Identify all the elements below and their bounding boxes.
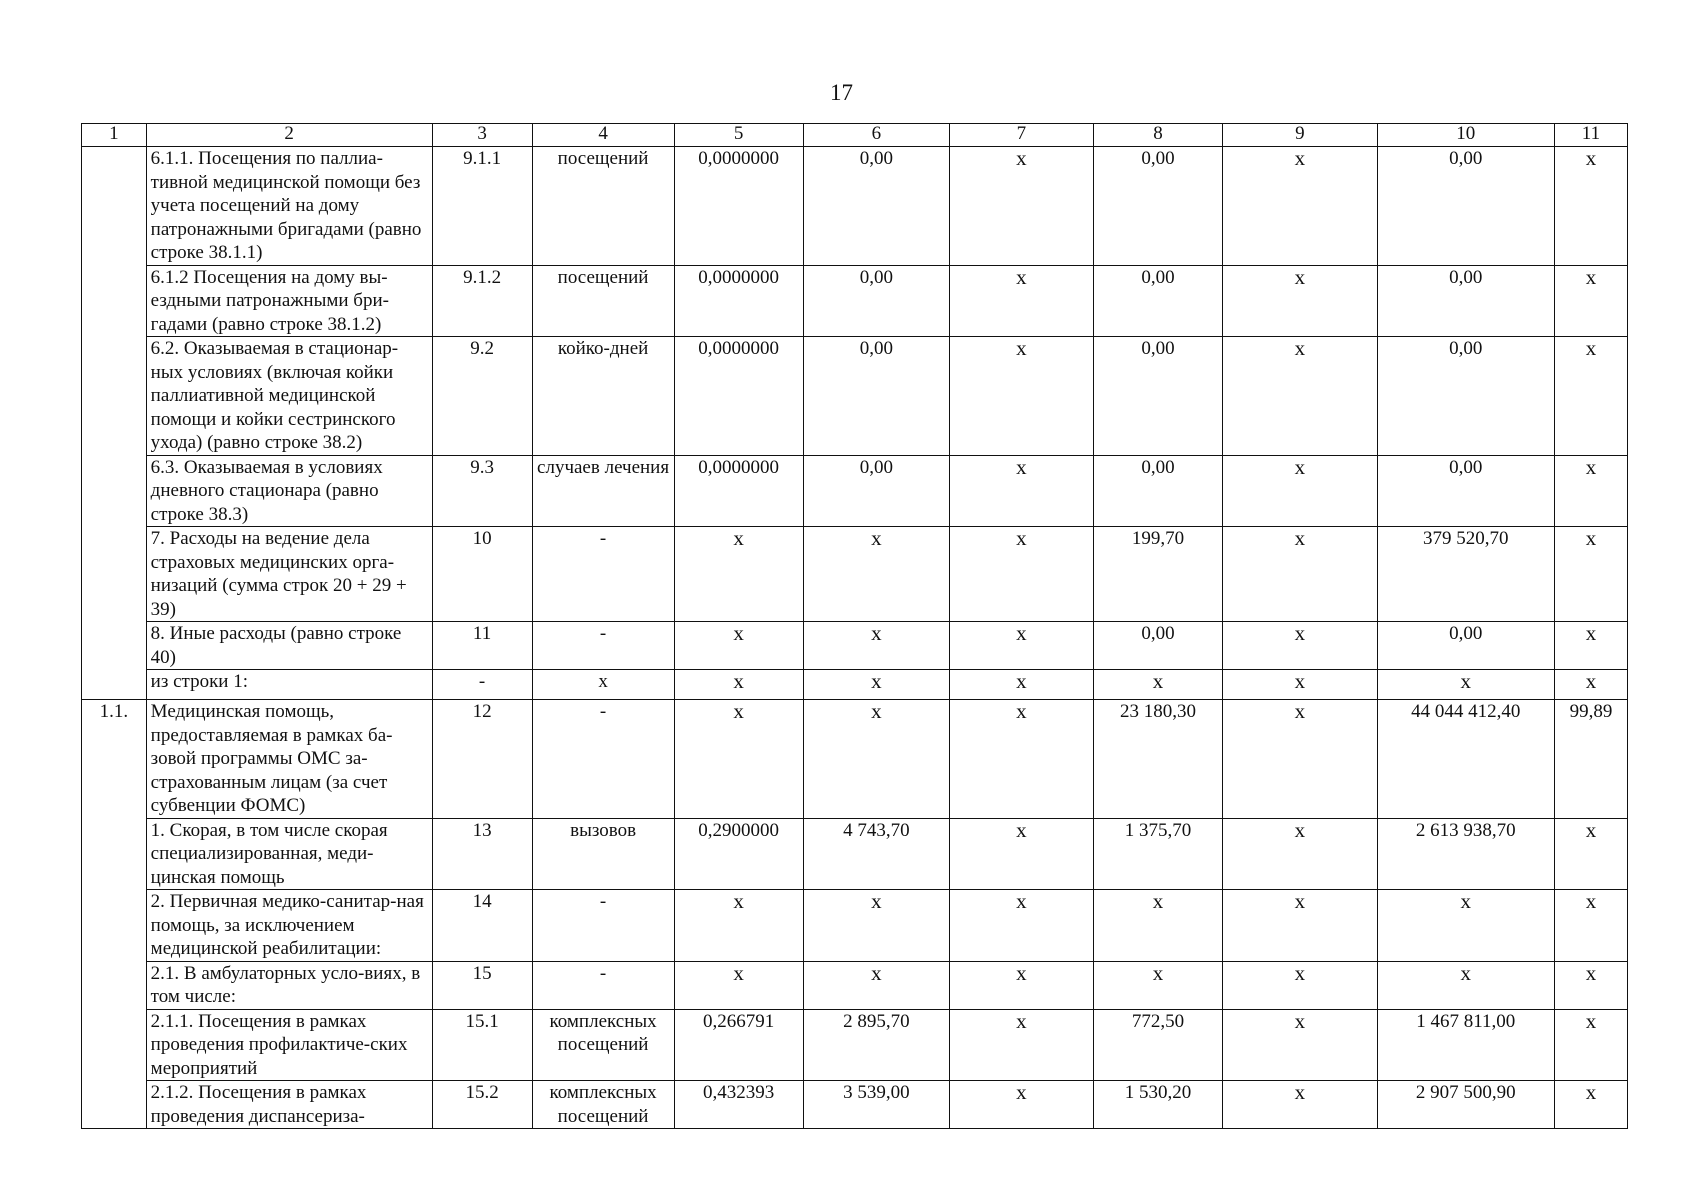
row-name-cell: 6.3. Оказываемая в условиях дневного стационара (равно строке 38.3): [146, 455, 432, 527]
value-cell-c6: 0,00: [803, 337, 949, 456]
row-code-cell: -: [432, 670, 532, 700]
unit-cell: случаев лечения: [532, 455, 674, 527]
value-cell-c9: x: [1223, 890, 1377, 962]
value-cell-c10: x: [1377, 961, 1554, 1009]
value-cell-c6: 3 539,00: [803, 1081, 949, 1129]
value-cell-c11: 99,89: [1554, 700, 1627, 819]
value-cell-c5: x: [674, 622, 803, 670]
value-cell-c8: 1 375,70: [1093, 818, 1222, 890]
table-row: [82, 622, 1628, 670]
unit-cell: комплексных посещений: [532, 1009, 674, 1081]
column-header: 3: [432, 124, 532, 147]
column-header: 7: [949, 124, 1093, 147]
row-name-cell: 8. Иные расходы (равно строке 40): [146, 622, 432, 670]
value-cell-c8: 0,00: [1093, 147, 1222, 266]
row-code-cell: 9.1.2: [432, 265, 532, 337]
table-row: [82, 818, 1628, 890]
value-cell-c11: x: [1554, 890, 1627, 962]
value-cell-c11: x: [1554, 455, 1627, 527]
value-cell-c11: x: [1554, 1009, 1627, 1081]
row-code-cell: 11: [432, 622, 532, 670]
value-cell-c6: x: [803, 670, 949, 700]
column-header: 8: [1093, 124, 1222, 147]
value-cell-c11: x: [1554, 622, 1627, 670]
value-cell-c8: x: [1093, 890, 1222, 962]
value-cell-c8: 1 530,20: [1093, 1081, 1222, 1129]
value-cell-c6: 4 743,70: [803, 818, 949, 890]
value-cell-c9: x: [1223, 337, 1377, 456]
value-cell-c7: x: [949, 1081, 1093, 1129]
value-cell-c9: x: [1223, 1081, 1377, 1129]
row-name-cell: Медицинская помощь, предоставляемая в рамках ба-зовой программы ОМС за-страхованным лицам (за счет субвенции ФОМС): [146, 700, 432, 819]
row-code-cell: 9.3: [432, 455, 532, 527]
value-cell-c5: 0,0000000: [674, 265, 803, 337]
value-cell-c8: 772,50: [1093, 1009, 1222, 1081]
value-cell-c7: x: [949, 1009, 1093, 1081]
value-cell-c9: x: [1223, 818, 1377, 890]
value-cell-c10: x: [1377, 890, 1554, 962]
unit-cell: -: [532, 527, 674, 622]
unit-cell: -: [532, 961, 674, 1009]
value-cell-c6: x: [803, 890, 949, 962]
table-row: [82, 700, 1628, 819]
value-cell-c9: x: [1223, 670, 1377, 700]
row-name-cell: из строки 1:: [146, 670, 432, 700]
value-cell-c8: 0,00: [1093, 265, 1222, 337]
value-cell-c6: x: [803, 961, 949, 1009]
column-header: 4: [532, 124, 674, 147]
value-cell-c7: x: [949, 670, 1093, 700]
table-row: [82, 1081, 1628, 1129]
value-cell-c10: 379 520,70: [1377, 527, 1554, 622]
value-cell-c7: x: [949, 700, 1093, 819]
value-cell-c5: 0,0000000: [674, 455, 803, 527]
unit-cell: посещений: [532, 265, 674, 337]
value-cell-c8: 199,70: [1093, 527, 1222, 622]
value-cell-c7: x: [949, 455, 1093, 527]
value-cell-c5: 0,2900000: [674, 818, 803, 890]
unit-cell: койко-дней: [532, 337, 674, 456]
unit-cell: -: [532, 700, 674, 819]
row-name-cell: 6.1.1. Посещения по паллиа-тивной медицинской помощи без учета посещений на дому патронажными бригадами (равно строке 38.1.1): [146, 147, 432, 266]
row-name-cell: 6.2. Оказываемая в стационар-ных условиях (включая койки паллиативной медицинской помощи и койки сестринского ухода) (равно строке 38.2): [146, 337, 432, 456]
value-cell-c10: 0,00: [1377, 265, 1554, 337]
value-cell-c10: 0,00: [1377, 622, 1554, 670]
table-row: [82, 670, 1628, 700]
column-header: 11: [1554, 124, 1627, 147]
value-cell-c6: x: [803, 527, 949, 622]
row-name-cell: 2. Первичная медико-санитар-ная помощь, за исключением медицинской реабилитации:: [146, 890, 432, 962]
value-cell-c5: 0,266791: [674, 1009, 803, 1081]
value-cell-c9: x: [1223, 700, 1377, 819]
value-cell-c10: x: [1377, 670, 1554, 700]
value-cell-c11: x: [1554, 337, 1627, 456]
value-cell-c6: 0,00: [803, 265, 949, 337]
value-cell-c6: 0,00: [803, 455, 949, 527]
value-cell-c11: x: [1554, 527, 1627, 622]
value-cell-c8: 0,00: [1093, 337, 1222, 456]
page-number: 17: [830, 80, 853, 105]
value-cell-c10: 44 044 412,40: [1377, 700, 1554, 819]
value-cell-c10: 0,00: [1377, 337, 1554, 456]
value-cell-c7: x: [949, 337, 1093, 456]
row-code-cell: 9.2: [432, 337, 532, 456]
row-code-cell: 13: [432, 818, 532, 890]
value-cell-c9: x: [1223, 1009, 1377, 1081]
value-cell-c7: x: [949, 527, 1093, 622]
table-row: [82, 890, 1628, 962]
row-code-cell: 10: [432, 527, 532, 622]
value-cell-c11: x: [1554, 818, 1627, 890]
value-cell-c8: 0,00: [1093, 622, 1222, 670]
value-cell-c7: x: [949, 818, 1093, 890]
value-cell-c6: x: [803, 622, 949, 670]
table-row: [82, 337, 1628, 456]
value-cell-c9: x: [1223, 265, 1377, 337]
row-name-cell: 2.1.1. Посещения в рамках проведения профилактиче-ских мероприятий: [146, 1009, 432, 1081]
row-code-cell: 15.2: [432, 1081, 532, 1129]
value-cell-c9: x: [1223, 527, 1377, 622]
column-header: 6: [803, 124, 949, 147]
unit-cell: -: [532, 890, 674, 962]
value-cell-c5: x: [674, 527, 803, 622]
value-cell-c5: 0,432393: [674, 1081, 803, 1129]
row-code-cell: 14: [432, 890, 532, 962]
table-body: [82, 147, 1628, 1129]
column-header: 9: [1223, 124, 1377, 147]
table-row: [82, 455, 1628, 527]
budget-table: [81, 123, 1628, 1129]
value-cell-c10: 2 907 500,90: [1377, 1081, 1554, 1129]
row-name-cell: 6.1.2 Посещения на дому вы-ездными патронажными бри-гадами (равно строке 38.1.2): [146, 265, 432, 337]
row-code-cell: 12: [432, 700, 532, 819]
value-cell-c6: x: [803, 700, 949, 819]
value-cell-c10: 0,00: [1377, 147, 1554, 266]
value-cell-c6: 0,00: [803, 147, 949, 266]
value-cell-c9: x: [1223, 622, 1377, 670]
table-row: [82, 147, 1628, 266]
row-name-cell: 2.1.2. Посещения в рамках проведения диспансериза-: [146, 1081, 432, 1129]
unit-cell: -: [532, 622, 674, 670]
value-cell-c7: x: [949, 890, 1093, 962]
unit-cell: посещений: [532, 147, 674, 266]
value-cell-c10: 0,00: [1377, 455, 1554, 527]
table-row: [82, 265, 1628, 337]
value-cell-c9: x: [1223, 961, 1377, 1009]
value-cell-c7: x: [949, 622, 1093, 670]
value-cell-c7: x: [949, 265, 1093, 337]
table-row: [82, 961, 1628, 1009]
value-cell-c11: x: [1554, 265, 1627, 337]
value-cell-c5: x: [674, 961, 803, 1009]
value-cell-c9: x: [1223, 147, 1377, 266]
value-cell-c8: 23 180,30: [1093, 700, 1222, 819]
column-header: 2: [146, 124, 432, 147]
value-cell-c9: x: [1223, 455, 1377, 527]
column-header: 1: [82, 124, 147, 147]
unit-cell: комплексных посещений: [532, 1081, 674, 1129]
table-row: [82, 1009, 1628, 1081]
value-cell-c7: x: [949, 961, 1093, 1009]
row-name-cell: 7. Расходы на ведение дела страховых медицинских орга-низаций (сумма строк 20 + 29 + 39): [146, 527, 432, 622]
value-cell-c10: 1 467 811,00: [1377, 1009, 1554, 1081]
column-header: 5: [674, 124, 803, 147]
value-cell-c5: x: [674, 890, 803, 962]
value-cell-c5: x: [674, 700, 803, 819]
value-cell-c8: x: [1093, 670, 1222, 700]
column-header: 10: [1377, 124, 1554, 147]
value-cell-c11: x: [1554, 961, 1627, 1009]
table-row: [82, 527, 1628, 622]
unit-cell: x: [532, 670, 674, 700]
row-name-cell: 1. Скорая, в том числе скорая специализированная, меди-цинская помощь: [146, 818, 432, 890]
value-cell-c11: x: [1554, 147, 1627, 266]
value-cell-c6: 2 895,70: [803, 1009, 949, 1081]
unit-cell: вызовов: [532, 818, 674, 890]
value-cell-c8: 0,00: [1093, 455, 1222, 527]
value-cell-c7: x: [949, 147, 1093, 266]
section-number-cell: 1.1.: [82, 700, 147, 1129]
value-cell-c10: 2 613 938,70: [1377, 818, 1554, 890]
row-code-cell: 15.1: [432, 1009, 532, 1081]
row-code-cell: 9.1.1: [432, 147, 532, 266]
value-cell-c5: 0,0000000: [674, 337, 803, 456]
row-code-cell: 15: [432, 961, 532, 1009]
column-number-row: [82, 124, 1628, 147]
section-number-cell: [82, 147, 147, 700]
value-cell-c5: x: [674, 670, 803, 700]
value-cell-c5: 0,0000000: [674, 147, 803, 266]
value-cell-c8: x: [1093, 961, 1222, 1009]
value-cell-c11: x: [1554, 670, 1627, 700]
value-cell-c11: x: [1554, 1081, 1627, 1129]
row-name-cell: 2.1. В амбулаторных усло-виях, в том числе:: [146, 961, 432, 1009]
